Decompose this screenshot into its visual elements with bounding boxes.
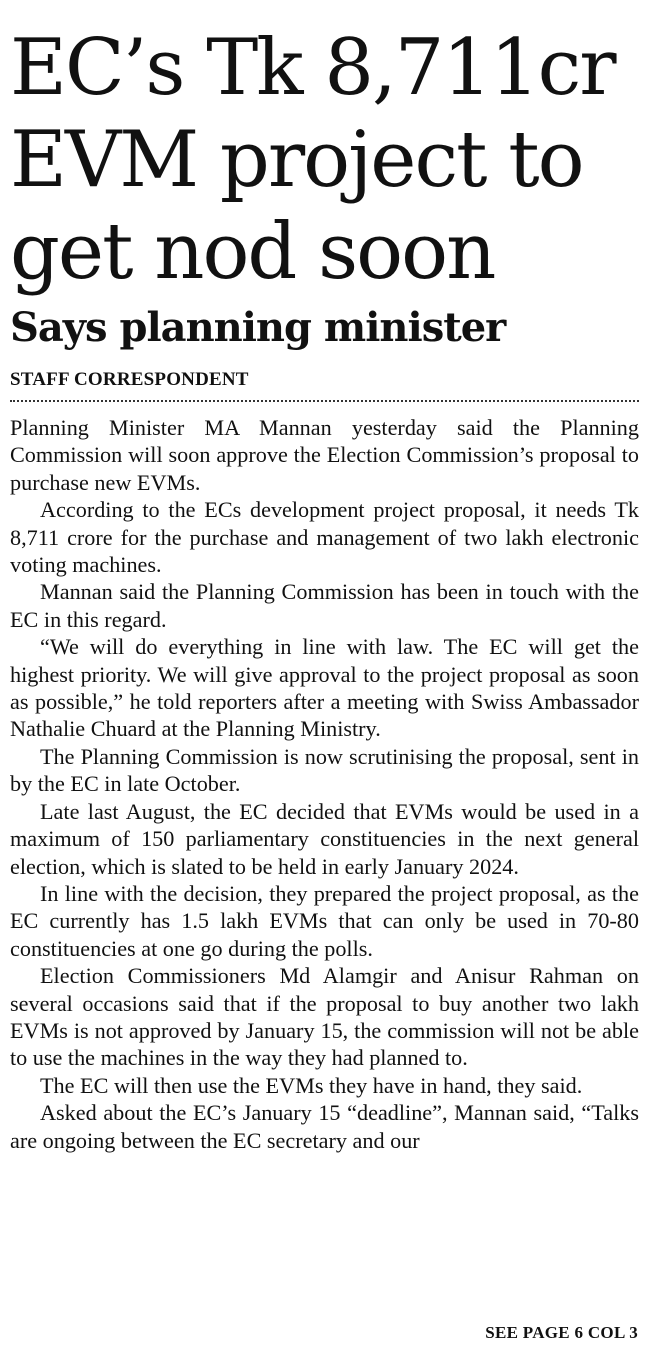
dotted-divider [10, 400, 639, 402]
article-body [10, 414, 639, 1154]
headline-line: EC’s Tk 8,711cr [10, 23, 615, 113]
paragraph: “We will do everything in line with law. The EC will get the highest priority. We will give approval to the project proposal as soon as possible,” he told reporters after a meeting with Swiss Ambassador Nathalie Chuard at the Planning Ministry. [10, 634, 639, 742]
paragraph: Mannan said the Planning Commission has been in touch with the EC in this regard. [10, 579, 639, 632]
news-article [10, 0, 639, 1154]
byline: STAFF CORRESPONDENT [10, 369, 249, 390]
subheadline: Says planning minister [10, 304, 506, 351]
headline-line: EVM project to [10, 115, 583, 205]
paragraph: The Planning Commission is now scrutinising the proposal, sent in by the EC in late October. [10, 743, 639, 797]
paragraph: Election Commissioners Md Alamgir and Anisur Rahman on several occasions said that if the proposal to buy another two lakh EVMs is not approved by January 15, the commission will not be able to use the machines in the way they had planned to. [10, 963, 639, 1071]
paragraph: Late last August, the EC decided that EVMs would be used in a maximum of 150 parliamentary constituencies in the next general election, which is slated to be held in early January 2024. [10, 798, 639, 879]
paragraph: The EC will then use the EVMs they have in hand, they said. [40, 1072, 583, 1098]
headline [10, 22, 639, 298]
paragraph: In line with the decision, they prepared the project proposal, as the EC currently has 1.5 lakh EVMs that can only be used in 70-80 constituencies at one go during the polls. [10, 880, 639, 961]
continuation-note: SEE PAGE 6 COL 3 [485, 1323, 638, 1342]
paragraph: Planning Minister MA Mannan yesterday said the Planning Commission will soon approve the Election Commission’s proposal to purchase new EVMs. [10, 415, 639, 495]
headline-line: get nod soon [10, 207, 495, 297]
paragraph: According to the ECs development project proposal, it needs Tk 8,711 crore for the purchase and management of two lakh electronic voting machines. [10, 497, 639, 578]
paragraph: Asked about the EC’s January 15 “deadline”, Mannan said, “Talks are ongoing between the EC secretary and our [10, 1100, 639, 1153]
